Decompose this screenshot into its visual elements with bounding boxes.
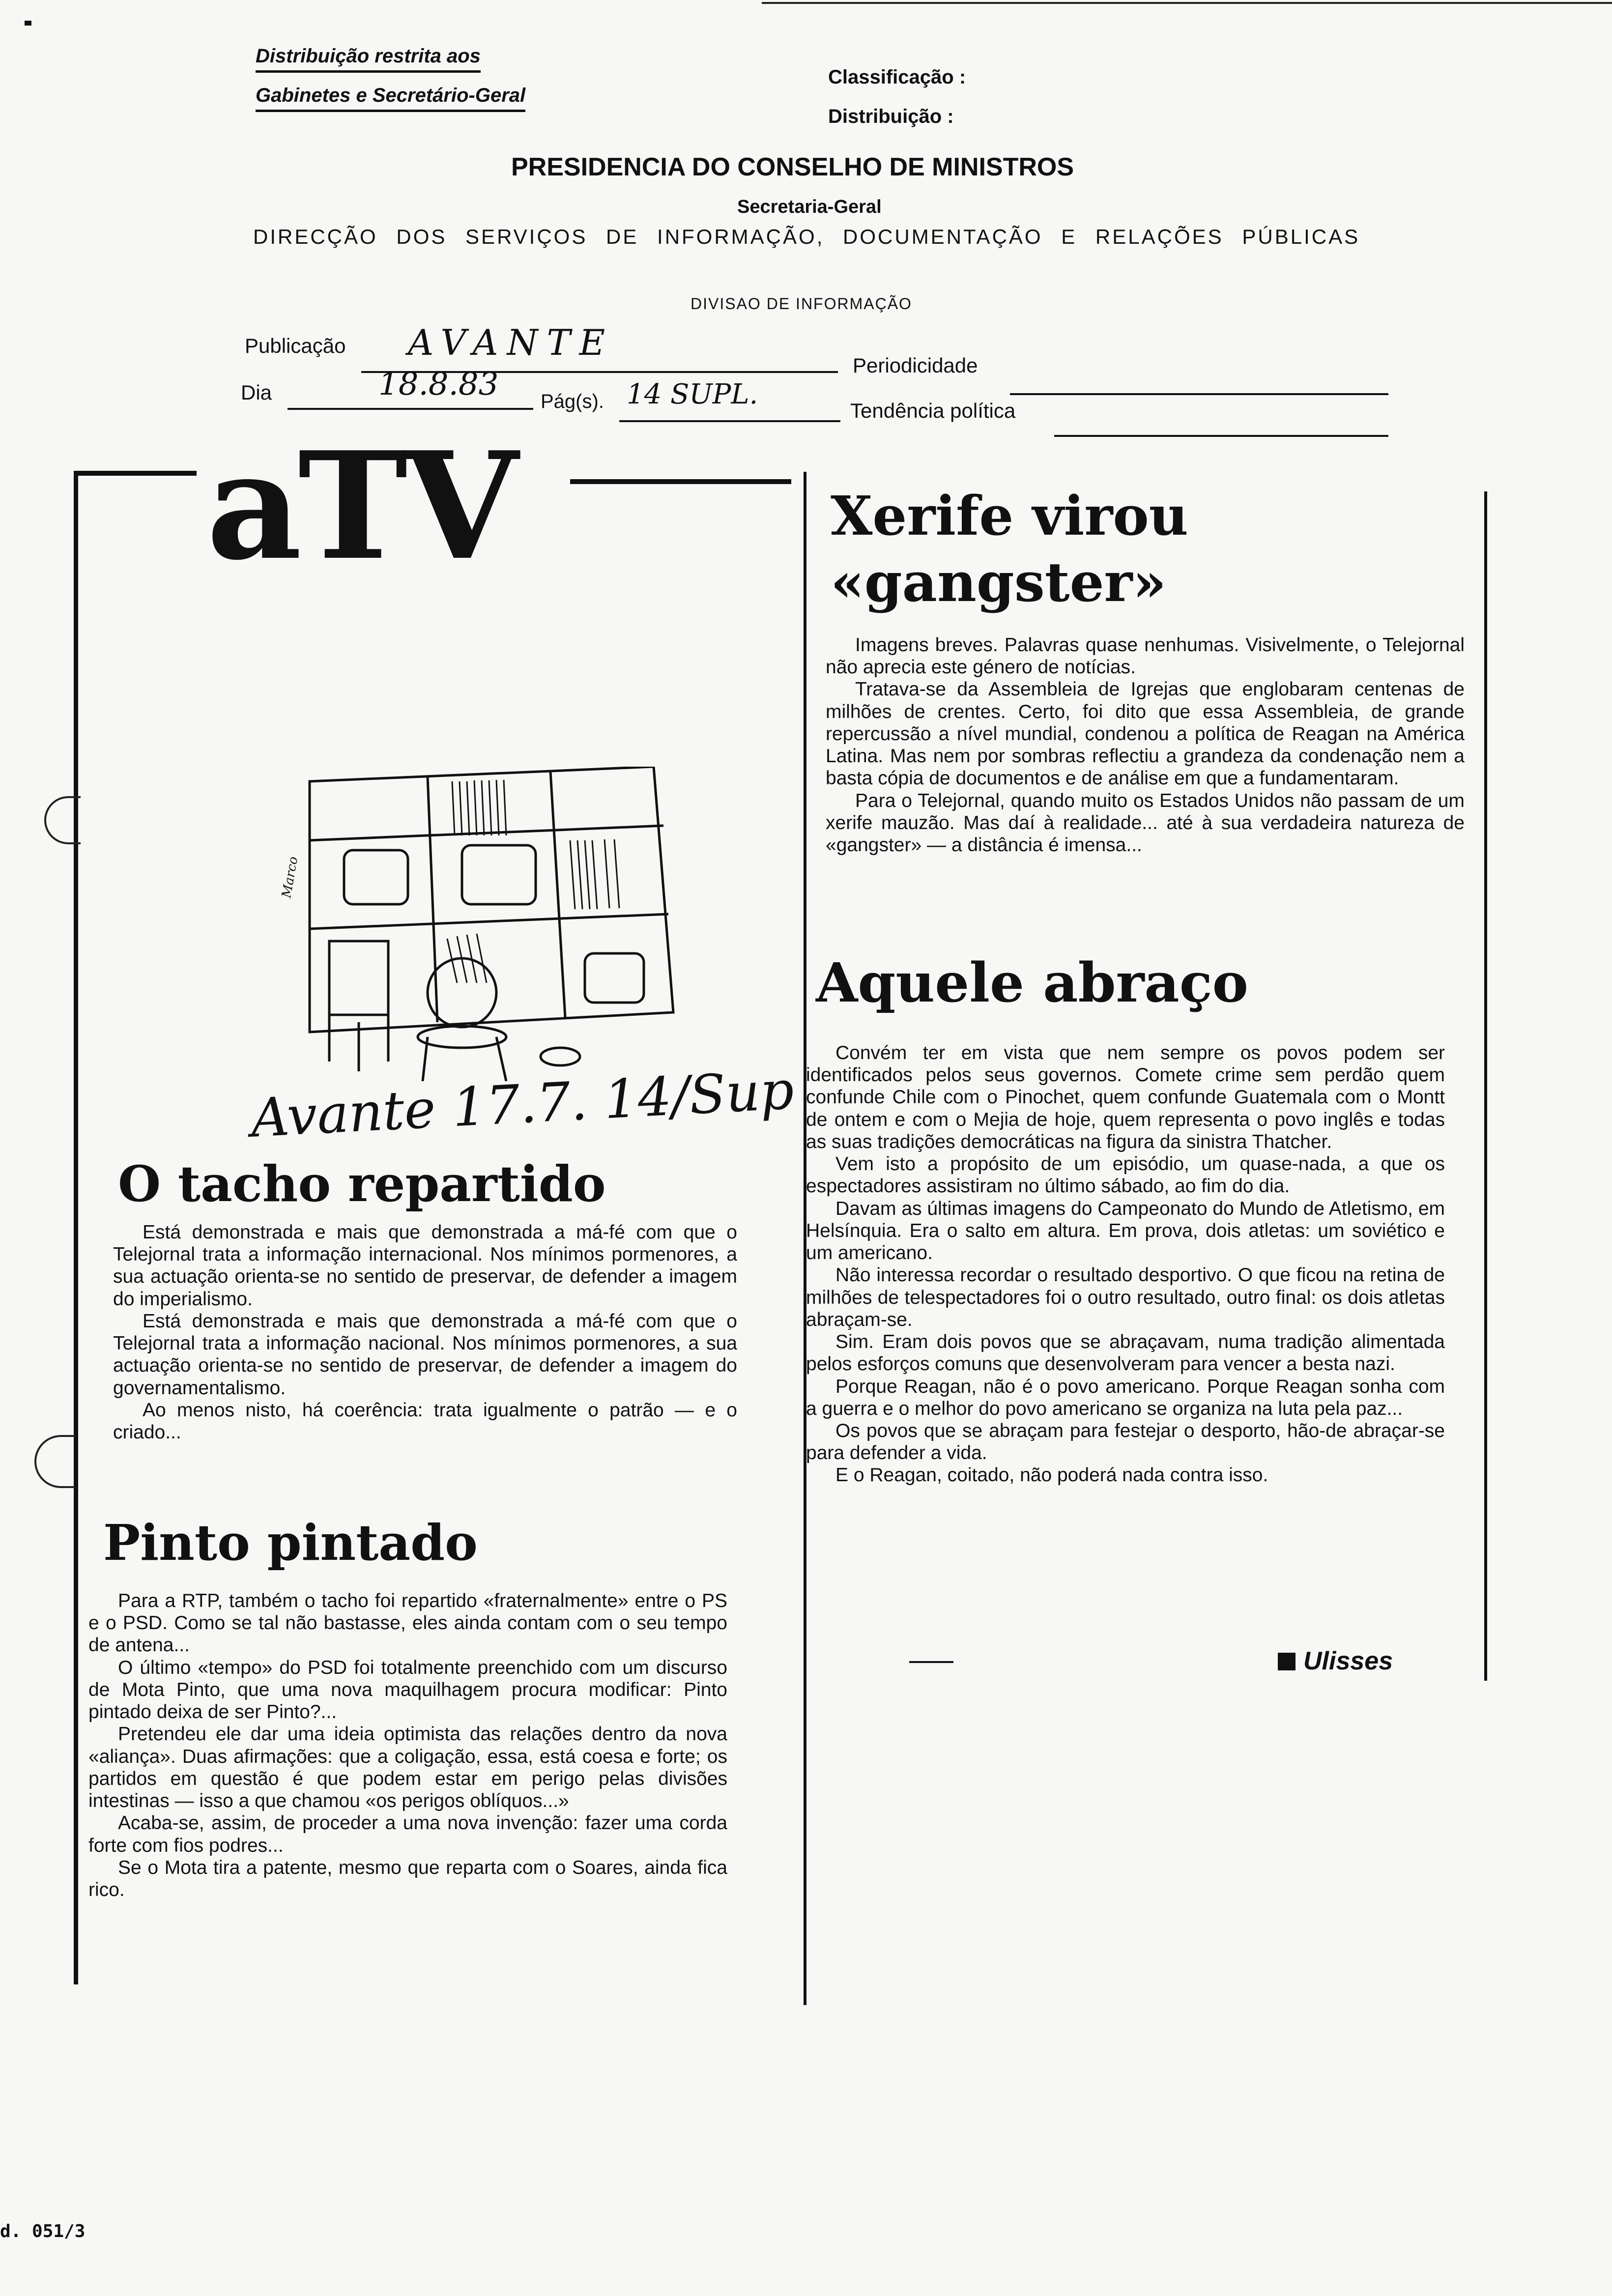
tendencia-label: Tendência política (850, 399, 1016, 422)
pags-line (619, 420, 840, 422)
periodicidade-line (1010, 393, 1388, 395)
bentwood-chair-seat (418, 1026, 506, 1048)
form-code: d. 051/3 (0, 2221, 86, 2241)
section4-paragraph: Convém ter em vista que nem sempre os povos podem ser identificados pelos seus governos. Comete crime sem perdão quem confunde Chile com o Pinochet, quem confunde Guatemala com o Montt de ontem e com o Mejia de hoje, quem representa o povo inglês e todas as suas tradições democráticas na figura da sinistra Thatcher. (806, 1042, 1445, 1152)
section3-paragraph: Para o Telejornal, quando muito os Estados Unidos não passam de um xerife mauzão. Mas daí à realidade... até à sua verdadeira natureza de «gangster» — a distância é imensa... (826, 790, 1465, 856)
publicacao-value: AVANTE (408, 322, 614, 363)
section3-title-line2: «gangster» (831, 550, 1167, 614)
section2-paragraph: Pretendeu ele dar uma ideia optimista das relações dentro da nova «aliança». Duas afirmações: que a coligação, essa, está coesa e forte; os partidos em questão é que podem estar em perigo pelas divisões intestinas — isso a que chamou «os perigos oblíquos...» (88, 1723, 727, 1812)
section4-paragraph: Porque Reagan, não é o povo americano. Porque Reagan sonha com a guerra e o melhor do povo americano se organiza na luta pela paz... (806, 1376, 1445, 1419)
dia-line (288, 408, 533, 410)
restricted-line-2: Gabinetes e Secretário-Geral (256, 85, 525, 112)
section4-paragraph: Vem isto a propósito de um episódio, um quase-nada, a que os espectadores assistiram no último sábado, ao fim do dia. (806, 1153, 1445, 1197)
section4-paragraph: Davam as últimas imagens do Campeonato do Mundo de Atletismo, em Helsínquia. Era o salto em altura. Em prova, dois atletas: um soviético e um americano. (806, 1198, 1445, 1264)
publicacao-label: Publicação (245, 334, 346, 357)
section1-paragraph: Ao menos nisto, há coerência: trata igualmente o patrão — e o criado... (113, 1399, 737, 1443)
classificacao-label: Classificação : (828, 66, 966, 88)
periodicidade-label: Periodicidade (853, 354, 978, 377)
section3-paragraph: Imagens breves. Palavras quase nenhumas. Visivelmente, o Telejornal não aprecia este género de notícias. (826, 634, 1465, 678)
corner-mark (25, 21, 31, 26)
artists-signature: Marco (279, 855, 301, 899)
author-block (1278, 1646, 1393, 1676)
section4-paragraph: Não interessa recordar o resultado desportivo. O que ficou na retina de milhões de telespectadores foi o outro resultado, outro final: os dois atletas abraçam-se. (806, 1264, 1445, 1330)
shelf-line (310, 914, 668, 929)
shelf-line (310, 826, 663, 840)
author-square-icon (1278, 1653, 1295, 1670)
pags-label: Pág(s). (541, 391, 604, 412)
handwritten-note: Avante 17.7. 14/Sup (249, 1060, 796, 1149)
section4-paragraph: E o Reagan, coitado, não poderá nada contra isso. (835, 1464, 1268, 1486)
top-rule (762, 2, 1612, 4)
section3-paragraph: Tratava-se da Assembleia de Igrejas que englobaram centenas de milhões de crentes. Certo, foi dito que essa Assembleia, de grande repercussão a nível mundial, condenou a política de Reagan na América Latina. Mas nem por sombras reflectiu a grandeza da condenação nem a basta cópia de documentos e de análise em que a fundamentaram. (826, 679, 1465, 789)
section2-paragraph: O último «tempo» do PSD foi totalmente preenchido com um discurso de Mota Pinto, que uma nova maquilhagem procura modificar: Pinto pintado deixa de ser Pinto?... (88, 1657, 727, 1723)
section1-paragraph: Está demonstrada e mais que demonstrada a má-fé com que o Telejornal trata a informação nacional. Nos mínimos pormenores, a sua actuação orienta-se no sentido de preservar, de defender a imagem do governamentalismo. (113, 1310, 737, 1399)
bentwood-chair-back (428, 958, 496, 1027)
left-frame-vertical (74, 471, 78, 1984)
tv-bookshelf-illustration (231, 767, 693, 1081)
section1-paragraph: Está demonstrada e mais que demonstrada a má-fé com que o Telejornal trata a informação internacional. Nos mínimos pormenores, a sua actuação orienta-se no sentido de preservar, de defender a imagem do imperialismo. (113, 1222, 737, 1310)
section4-title: Aquele abraço (816, 951, 1249, 1014)
tendencia-line (1054, 435, 1388, 437)
direccao: DIRECÇÃO DOS SERVIÇOS DE INFORMAÇÃO, DOCUMENTAÇÃO E RELAÇÕES PÚBLICAS (253, 225, 1360, 248)
chamber-pot (541, 1048, 580, 1065)
section2-paragraph: Para a RTP, também o tacho foi repartido «fraternalmente» entre o PS e o PSD. Como se tal não bastasse, eles ainda contam com o seu tempo de antena... (88, 1590, 727, 1656)
dia-value: 18.8.83 (378, 366, 499, 402)
end-dash (909, 1661, 953, 1663)
left-frame-top (74, 471, 197, 476)
org-title: PRESIDENCIA DO CONSELHO DE MINISTROS (511, 153, 1074, 181)
section4-body (806, 1042, 1445, 1487)
distribuicao-label: Distribuição : (828, 106, 954, 127)
masthead: aTV (206, 419, 515, 593)
restricted-line-1: Distribuição restrita aos (256, 45, 481, 73)
shelf-divider (550, 772, 565, 1017)
binder-hole-mark (44, 796, 81, 844)
masthead-rule (570, 479, 791, 484)
section2-body (88, 1590, 727, 1901)
divisao: DIVISAO DE INFORMAÇÃO (691, 295, 912, 313)
section1-title: O tacho repartido (118, 1155, 606, 1213)
right-frame-vertical (1484, 491, 1487, 1681)
chair-back (329, 941, 388, 1015)
tv-screen (344, 850, 408, 904)
section2-paragraph: Se o Mota tira a patente, mesmo que reparta com o Soares, ainda fica rico. (88, 1857, 727, 1901)
section4-paragraph: Os povos que se abraçam para festejar o desporto, hão-de abraçar-se para defender a vida. (806, 1420, 1445, 1464)
section2-title: Pinto pintado (103, 1514, 478, 1572)
section4-paragraph: Sim. Eram dois povos que se abraçavam, numa tradição alimentada pelos esforços comuns que desenvolveram para vencer a besta nazi. (806, 1331, 1445, 1375)
pags-value: 14 SUPL. (627, 378, 758, 410)
dia-label: Dia (241, 381, 272, 404)
binder-hole-mark (34, 1435, 76, 1488)
author-name: Ulisses (1303, 1647, 1393, 1675)
section3-title-line1: Xerife virou (831, 484, 1188, 547)
tv-screen (585, 953, 644, 1003)
tv-screen (462, 845, 536, 904)
secretaria: Secretaria-Geral (737, 197, 882, 217)
section2-paragraph: Acaba-se, assim, de proceder a uma nova invenção: fazer uma corda forte com fios podres... (88, 1812, 727, 1856)
section1-body (113, 1221, 737, 1443)
section3-body (826, 634, 1465, 856)
